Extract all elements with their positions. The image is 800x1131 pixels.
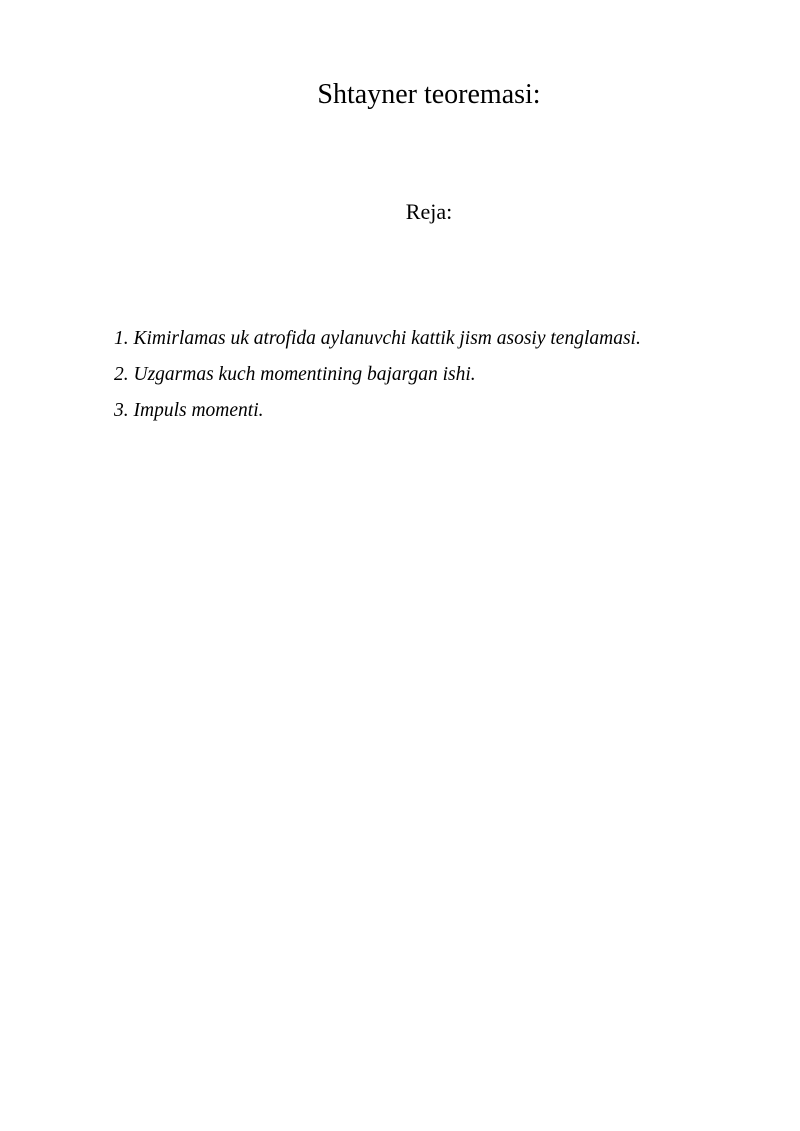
plan-item: 2. Uzgarmas kuch momentining bajargan ishi. [114,364,476,385]
page-title: Shtayner teoremasi: [317,79,541,110]
plan-item: 3. Impuls momenti. [114,400,264,421]
plan-heading: Reja: [405,199,453,224]
plan-list [114,326,774,434]
plan-item: 1. Kimirlamas uk atrofida aylanuvchi kattik jism asosiy tenglamasi. [114,328,641,349]
